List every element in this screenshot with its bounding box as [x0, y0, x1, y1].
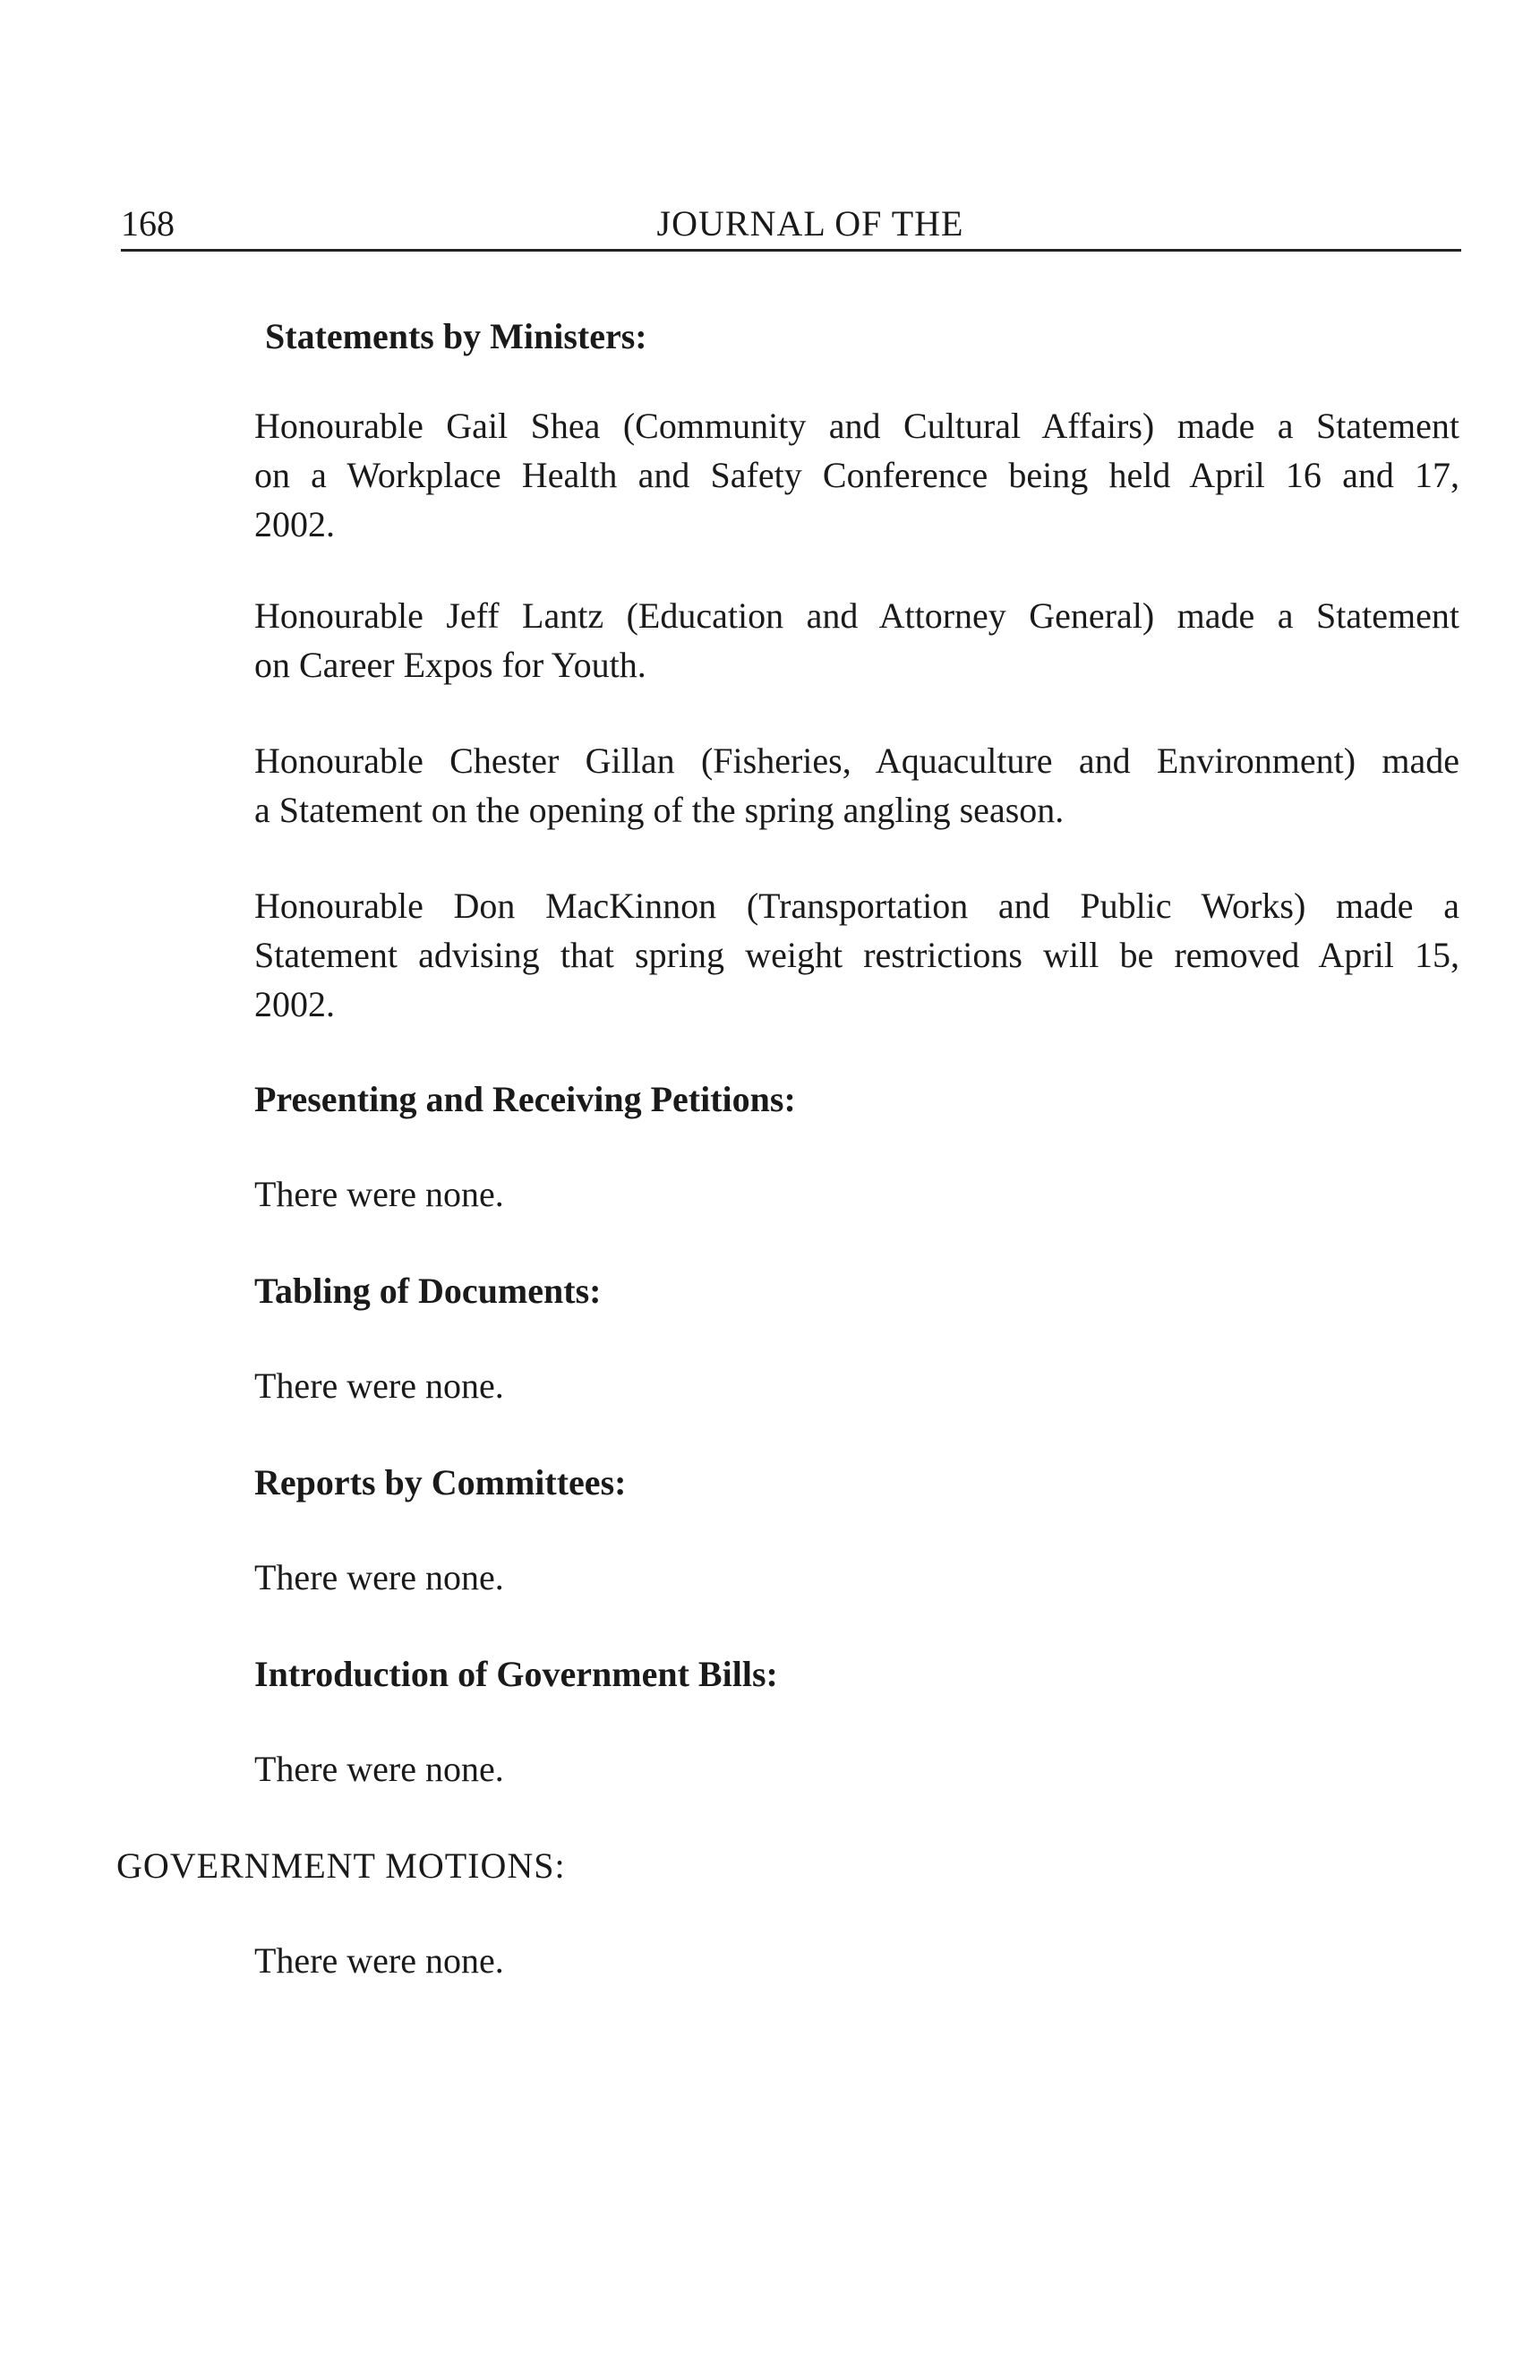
tabling-text: There were none. — [254, 1366, 504, 1406]
header-rule — [121, 249, 1461, 252]
paragraph-line: Honourable Don MacKinnon (Transportation and Public Works) made a — [254, 886, 1459, 926]
paragraph-line: Honourable Gail Shea (Community and Cultural Affairs) made a Statement — [254, 406, 1459, 446]
bills-text: There were none. — [254, 1749, 504, 1789]
statements-heading: Statements by Ministers: — [265, 316, 647, 356]
government-motions-heading: GOVERNMENT MOTIONS: — [116, 1845, 566, 1886]
committees-text: There were none. — [254, 1557, 504, 1597]
petitions-text: There were none. — [254, 1174, 504, 1214]
paragraph-line: 2002. — [254, 504, 335, 544]
statement-paragraph — [254, 736, 1459, 835]
statement-paragraph — [254, 591, 1459, 689]
page-number: 168 — [121, 203, 175, 244]
bills-heading: Introduction of Government Bills: — [254, 1654, 778, 1694]
paragraph-line: a Statement on the opening of the spring angling season. — [254, 790, 1065, 830]
running-head — [121, 199, 1464, 249]
paragraph-line: Statement advising that spring weight restrictions will be removed April 15, — [254, 935, 1459, 975]
statement-paragraph — [254, 401, 1459, 549]
petitions-heading: Presenting and Receiving Petitions: — [254, 1079, 796, 1119]
committees-heading: Reports by Committees: — [254, 1462, 627, 1502]
paragraph-line: 2002. — [254, 984, 335, 1024]
paragraph-line: on a Workplace Health and Safety Conference being held April 16 and 17, — [254, 455, 1459, 495]
tabling-heading: Tabling of Documents: — [254, 1271, 602, 1311]
government-motions-text: There were none. — [254, 1940, 504, 1981]
paragraph-line: Honourable Jeff Lantz (Education and Attorney General) made a Statement — [254, 595, 1459, 636]
paragraph-line: Honourable Chester Gillan (Fisheries, Aquaculture and Environment) made — [254, 741, 1459, 781]
journal-title: JOURNAL OF THE — [656, 203, 964, 244]
paragraph-line: on Career Expos for Youth. — [254, 645, 646, 685]
statement-paragraph — [254, 881, 1459, 1029]
